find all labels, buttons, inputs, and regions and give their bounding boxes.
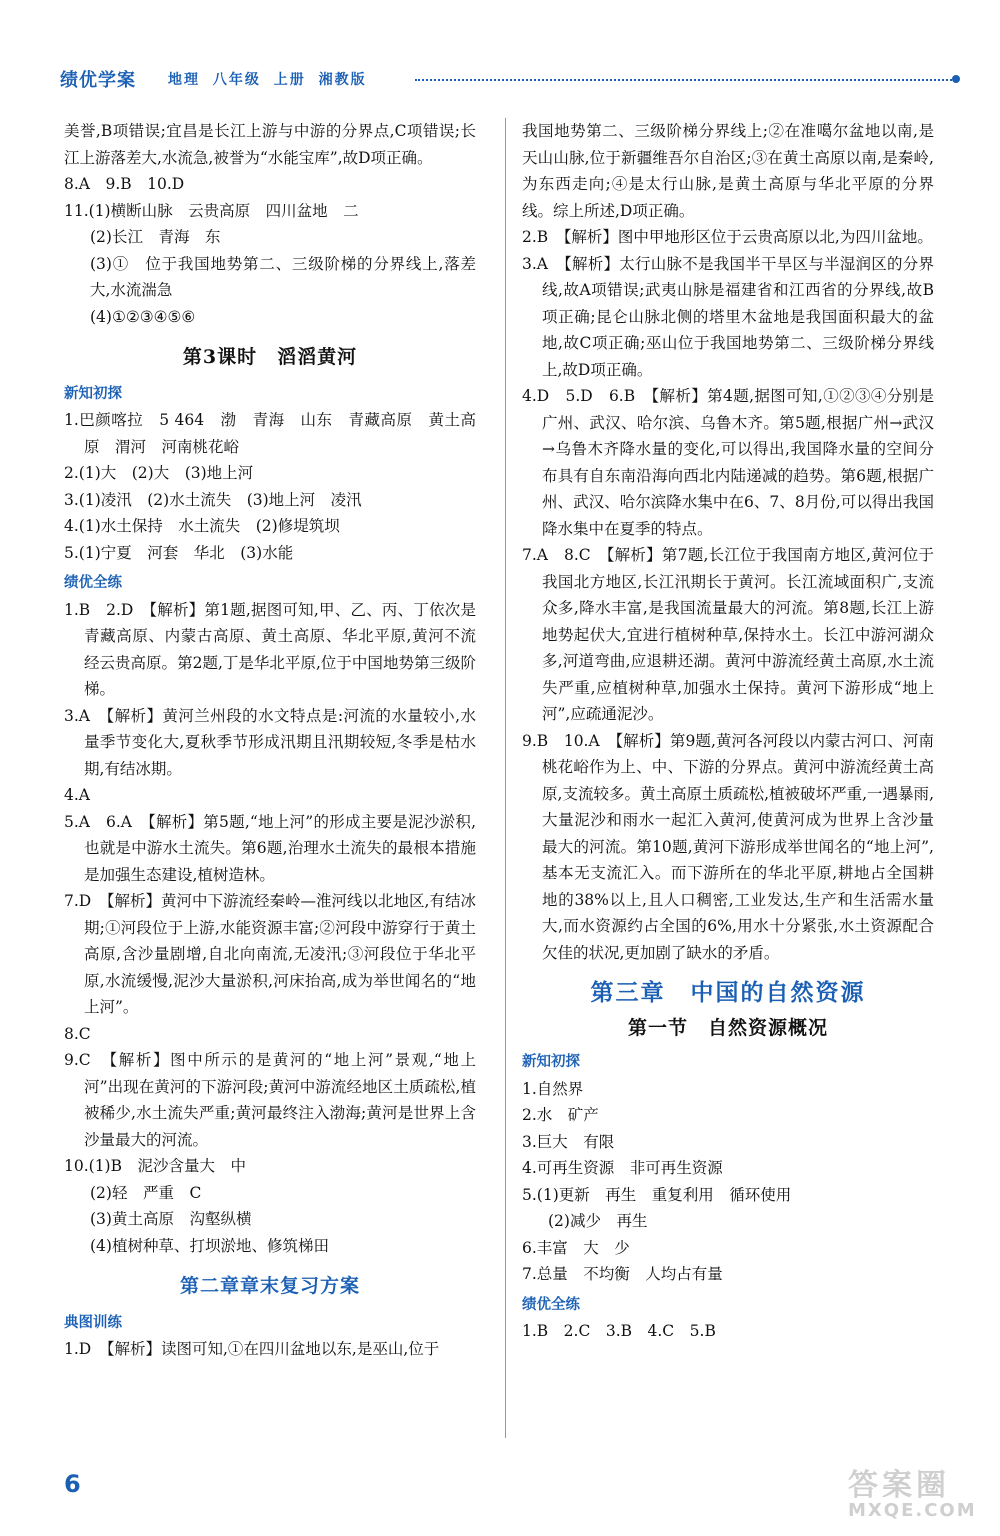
section-title: 第一节 自然资源概况	[627, 1016, 828, 1039]
answer-line: 5.(1)宁夏 河套 华北 (3)水能	[64, 543, 294, 562]
answer-line: 4.可再生资源 非可再生资源	[522, 1159, 723, 1177]
answer-line: 7.总量 不均衡 人均占有量	[522, 1265, 723, 1283]
column-divider	[505, 118, 506, 1438]
answer-line: 2.(1)大 (2)大 (3)地上河	[64, 464, 254, 482]
answer-text: 我国地势第二、三级阶梯分界线上;②在准噶尔盆地以南,是天山山脉,位于新疆维吾尔自治区;③在黄土高原以南,是秦岭,为东西走向;④是太行山脉,是黄土高原与华北平原的分界线。综上所述,D项正确。	[522, 122, 934, 220]
left-column	[64, 118, 476, 1363]
review-title: 第二章章末复习方案	[179, 1275, 360, 1297]
answer-text: 美誉,B项错误;宜昌是长江上游与中游的分界点,C项错误;长江上游落差大,水流急,被誉为“水能宝库”,故D项正确。	[64, 122, 476, 167]
answer-line: (4)①②③④⑤⑥	[90, 307, 196, 326]
answer-line: 1.自然界	[522, 1079, 584, 1098]
answer-line: 1.巴颜喀拉 5 464 渤 青海 山东 青藏高原 黄土高原 渭河 河南桃花峪	[64, 411, 476, 456]
answer-line: 10.(1)B 泥沙含量大 中	[64, 1157, 246, 1175]
brand-logo: 绩优学案	[60, 70, 136, 91]
answer-line: 6.丰富 大 少	[522, 1238, 630, 1257]
answer-text: 3.A 【解析】黄河兰州段的水文特点是:河流的水量较小,水量季节变化大,夏秋季节形成汛期且汛期较短,冬季是枯水期,有结冰期。	[64, 706, 476, 778]
answer-text: 7.D 【解析】黄河中下游流经秦岭—淮河线以北地区,有结冰期;①河段位于上游,水能资源丰富;②河段中游穿行于黄土高原,含沙量剧增,自北向南流,无凌汛;③河段位于华北平原,水流缓慢,泥沙大量淤积,河床抬高,成为举世闻名的“地上河”。	[64, 892, 476, 1016]
answer-line: 8.C	[64, 1024, 91, 1043]
watermark-text: 答案圈	[848, 1468, 950, 1503]
chapter-title: 第三章 中国的自然资源	[590, 979, 866, 1006]
answer-line: 4.(1)水土保持 水土流失 (2)修堤筑坝	[64, 517, 340, 535]
answer-line: (2)轻 严重 C	[90, 1183, 202, 1202]
answer-line: (2)长江 青海 东	[90, 228, 221, 246]
header-dotted-line	[415, 79, 952, 81]
answer-line: 3.(1)凌汛 (2)水土流失 (3)地上河 凌汛	[64, 490, 362, 509]
answer-line: 2.水 矿产	[522, 1106, 599, 1124]
answer-line: (3)① 位于我国地势第二、三级阶梯的分界线上,落差大,水流湍急	[90, 254, 476, 299]
answer-text: 9.B 10.A 【解析】第9题,黄河各河段以内蒙古河口、河南桃花峪作为上、中、下游的分界点。黄河中游流经黄土高原,支流较多。黄土高原土质疏松,植被破坏严重,一遇暴雨,大量泥沙和雨水一起汇入黄河,使黄河成为世界上含沙量最大的河流。第10题,黄河下游形成举世闻名的“地上河”,基本无支流汇入。而下游所在的华北平原,耕地占全国耕地的38%以上,且人口稠密,工业发达,生产和生活需水量大,而水资源约占全国的6%,用水十分紧张,水土资源配合欠佳的状况,更加剧了缺水的矛盾。	[522, 731, 934, 962]
section-label: 绩优全练	[64, 575, 122, 591]
answer-line: (2)减少 再生	[548, 1212, 648, 1230]
answer-line: 3.巨大 有限	[522, 1132, 615, 1151]
page-number: 6	[64, 1470, 81, 1498]
section-label: 绩优全练	[522, 1296, 580, 1313]
answer-line: 1.B 2.C 3.B 4.C 5.B	[522, 1322, 716, 1340]
answer-line: (3)黄土高原 沟壑纵横	[90, 1210, 252, 1228]
answer-text: 1.B 2.D 【解析】第1题,据图可知,甲、乙、丙、丁依次是青藏高原、内蒙古高原、黄土高原、华北平原,黄河不流经云贵高原。第2题,丁是华北平原,位于中国地势第三级阶梯。	[64, 600, 476, 698]
watermark-logo	[848, 1460, 978, 1520]
answer-line: (4)植树种草、打坝淤地、修筑梯田	[90, 1236, 329, 1255]
answer-text: 9.C 【解析】图中所示的是黄河的“地上河”景观,“地上河”出现在黄河的下游河段;黄河中游流经地区土质疏松,植被稀少,水土流失严重;黄河最终注入渤海;黄河是世界上含沙量最大的河流。	[64, 1051, 476, 1149]
answer-text: 7.A 8.C 【解析】第7题,长江位于我国南方地区,黄河位于我国北方地区,长江汛期长于黄河。长江流域面积广,支流众多,降水丰富,是我国流量最大的河流。第8题,长江上游地势起伏大,宜进行植树种草,保持水土。长江中游河湖众多,河道弯曲,应退耕还湖。黄河中游流经黄土高原,水土流失严重,应植树种草,加强水土保持。黄河下游形成“地上河”,应疏通泥沙。	[522, 546, 934, 723]
answer-line: 5.(1)更新 再生 重复利用 循环使用	[522, 1185, 792, 1204]
lesson-title: 第3课时 滔滔黄河	[182, 346, 358, 368]
answer-text: 5.A 6.A 【解析】第5题,“地上河”的形成主要是泥沙淤积,也就是中游水土流失。第6题,治理水土流失的最根本措施是加强生态建设,植树造林。	[64, 812, 476, 884]
section-label: 新知初探	[64, 385, 122, 402]
watermark-url: MXQE.COM	[848, 1500, 977, 1521]
answer-line: 4.A	[64, 786, 90, 804]
section-label: 新知初探	[522, 1054, 580, 1070]
right-column	[522, 118, 934, 1345]
answer-text: 2.B 【解析】图中甲地形区位于云贵高原以北,为四川盆地。	[522, 228, 933, 246]
book-subtitle: 地理 八年级 上册 湘教版	[168, 72, 367, 88]
answer-text: 3.A 【解析】太行山脉不是我国半干旱区与半湿润区的分界线,故A项错误;武夷山脉是福建省和江西省的分界线,故B项正确;昆仑山脉北侧的塔里木盆地是我国面积最大的盆地,故C项正确;巫山位于我国地势第二、三级阶梯分界线上,故D项正确。	[522, 254, 934, 379]
answer-text: 4.D 5.D 6.B 【解析】第4题,据图可知,①②③④分别是广州、武汉、哈尔滨、乌鲁木齐。第5题,根据广州→武汉→乌鲁木齐降水量的变化,可以得出,我国降水量的空间分布具有自东南沿海向西北内陆递减的趋势。第6题,根据广州、武汉、哈尔滨降水集中在6、7、8月份,可以得出我国降水集中在夏季的特点。	[522, 387, 934, 538]
header-dot-icon	[952, 75, 960, 83]
answer-line: 8.A 9.B 10.D	[64, 175, 185, 193]
section-label: 典图训练	[64, 1314, 122, 1331]
page-header	[60, 66, 960, 96]
answer-text: 1.D 【解析】读图可知,①在四川盆地以东,是巫山,位于	[64, 1340, 440, 1358]
answer-line: 11.(1)横断山脉 云贵高原 四川盆地 二	[64, 201, 359, 220]
